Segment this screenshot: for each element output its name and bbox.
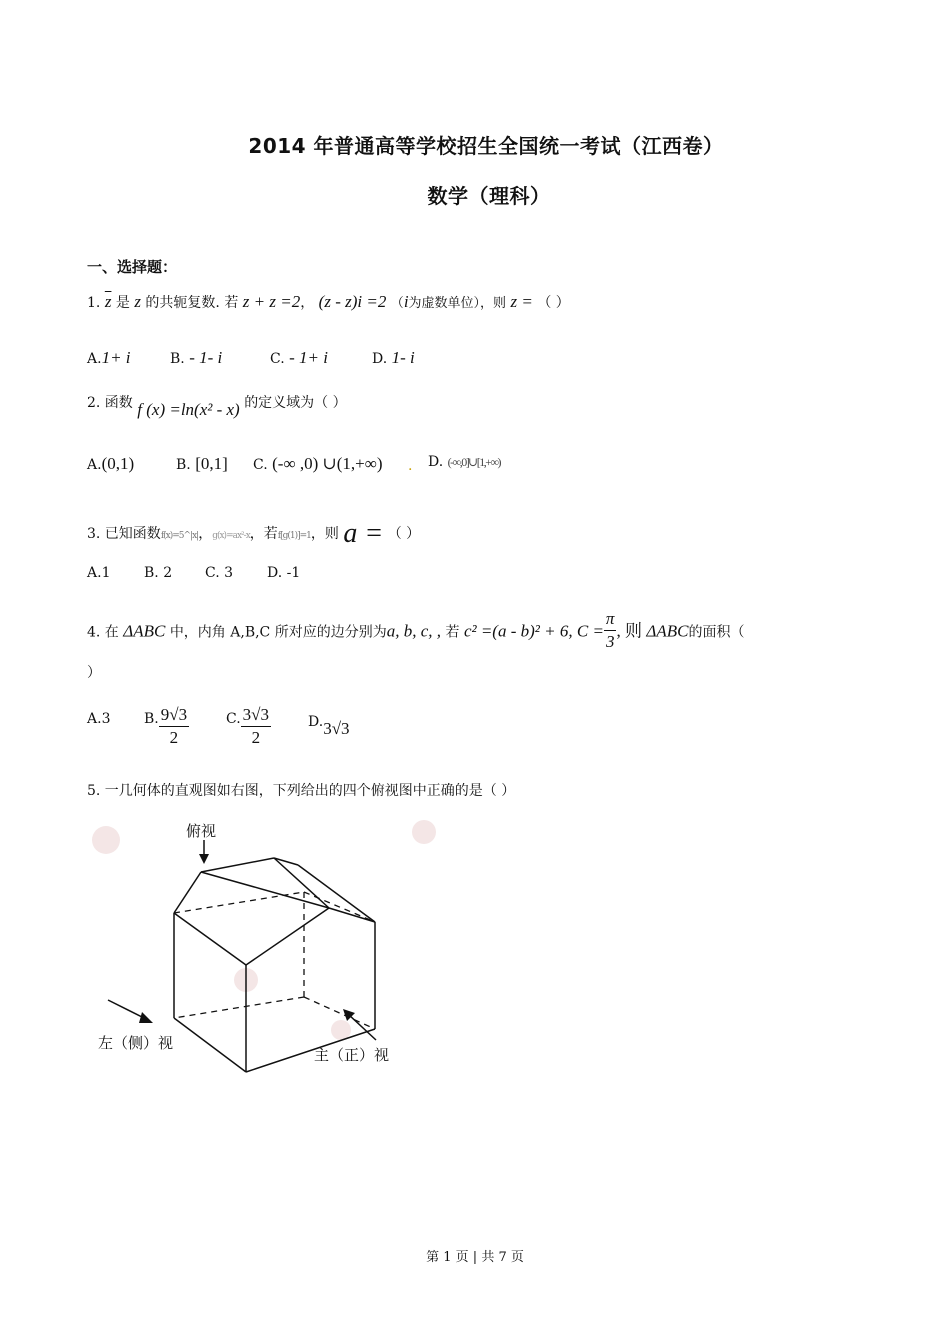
q3-option-a: A.1 [87, 565, 111, 581]
page-title: 2014 年普通高等学校招生全国统一考试（江西卷） [248, 134, 724, 158]
q3-ask: a = [343, 518, 384, 549]
question-1: 1. $\overline{z}$ 是 z 的共轭复数. 若 z + z =2， (z - z)i =2 （i为虚数单位），则 z = （ ） [87, 292, 570, 311]
page-footer: 第 1 页 | 共 7 页 [426, 1250, 524, 1265]
q2-option-b: B. [0,1] [176, 454, 228, 473]
question-2: 2. 函数 f (x) =ln(x² - x) 的定义域为（ ） [87, 395, 347, 419]
section-heading: 一、选择题： [87, 258, 178, 276]
q1-condition-2: (z - z)i =2 [318, 292, 387, 311]
q2-option-c: C. (-∞ ,0) ∪(1,+∞) [253, 454, 383, 473]
zbar-symbol: $\overline{z}$ [104, 292, 112, 311]
q1-option-c: C. - 1+ i [270, 348, 328, 367]
page-subtitle: 数学（理科） [427, 184, 551, 208]
side-view-label: 左（侧）视 [98, 1034, 174, 1052]
q3-option-c: C. 3 [205, 565, 234, 581]
q2-function: f (x) =ln(x² - x) [137, 400, 240, 419]
q4-condition: c² =(a - b)² + 6, C = [463, 621, 604, 641]
q1-condition-1: z + z =2 [242, 292, 301, 311]
question-5: 5. 一几何体的直观图如右图，下列给出的四个俯视图中正确的是（ ） [87, 783, 516, 799]
watermark-decoration [92, 820, 436, 1040]
front-view-label: 主（正）视 [314, 1046, 390, 1064]
q4-option-b: B. $\frac{9√3}{2}$ [144, 705, 188, 747]
q3-condition: f[g(1)]=1 [277, 531, 311, 541]
top-view-label: 俯视 [186, 822, 217, 840]
question-4: 4. 在 ΔABC 中，内角 A,B,C 所对应的边分别为a, b, c, , 若 c² =(a - b)² + 6, C = $\frac{\pi}{3}$ , 则 ΔABC的面积（ [87, 609, 745, 651]
q4-option-a: A.3 [87, 711, 111, 727]
q4-angle-fraction: $\frac{\pi}{3}$ [605, 609, 615, 651]
q1-option-b: B. - 1- i [170, 348, 223, 367]
q4-option-c: C. $\frac{3√3}{2}$ [226, 705, 270, 747]
q1-option-d: D. 1- i [372, 348, 415, 367]
q4-option-d: D.3√3 [308, 714, 350, 738]
q3-function-g: g(x)=ax²-x [212, 531, 250, 541]
question-3: 3. 已知函数f(x)=5^|x|，g(x)=ax²-x，若f[g(1)]=1，则 a = （ ） [87, 518, 421, 549]
q1-option-a: A.1+ i [87, 348, 131, 367]
q2-option-a: A.(0,1) [87, 454, 135, 473]
q3-option-b: B. 2 [144, 565, 173, 581]
geometry-figure [86, 810, 470, 1074]
q3-function-f: f(x)=5^|x| [160, 531, 199, 541]
q2-option-d: D. (-∞,0]∪[1,+∞) [428, 454, 501, 470]
q3-option-d: D. -1 [267, 565, 301, 581]
